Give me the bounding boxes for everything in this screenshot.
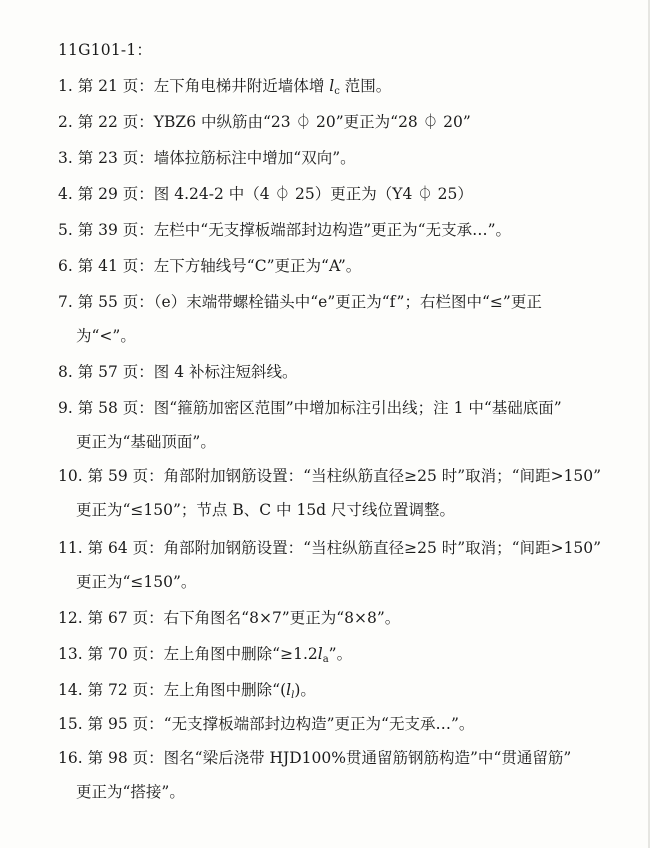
item-number: 11. [58, 539, 83, 557]
item-text: 第 21 页：左下角电梯井附近墙体增 [77, 77, 330, 95]
errata-item-10-continued [76, 500, 455, 520]
item-number: 2. [58, 113, 73, 131]
errata-item-15 [58, 714, 474, 734]
symbol-l: l [286, 681, 292, 699]
item-text-tail: )。 [294, 681, 316, 699]
errata-item-9 [58, 398, 562, 418]
item-text-tail: ”。 [328, 645, 353, 663]
errata-item-16 [58, 748, 571, 768]
item-text: 第 98 页：图名“梁后浇带 HJD100%贯通留筋钢筋构造”中“贯通留筋” [87, 749, 572, 767]
item-text: 第 58 页：图“箍筋加密区范围”中增加标注引出线；注 1 中“基础底面” [77, 399, 562, 417]
symbol-l: l [329, 77, 335, 95]
errata-item-5 [58, 220, 511, 240]
item-text: 第 59 页：角部附加钢筋设置：“当柱纵筋直径≥25 时”取消；“间距>150” [87, 467, 602, 485]
item-text: 更正为“基础顶面”。 [76, 433, 216, 451]
errata-item-11 [58, 538, 601, 558]
item-number: 1. [58, 77, 73, 95]
errata-item-7 [58, 292, 542, 312]
item-text-tail: 范围。 [339, 77, 392, 95]
subscript-l: l [291, 690, 295, 701]
item-text: 第 29 页：图 4.24-2 中（4 ⏀ 25）更正为（Y4 ⏀ 25） [77, 185, 473, 203]
errata-item-14 [58, 680, 316, 706]
item-number: 5. [58, 221, 73, 239]
item-number: 3. [58, 149, 73, 167]
item-number: 10. [58, 467, 83, 485]
item-number: 6. [58, 257, 73, 275]
item-number: 13. [58, 645, 83, 663]
subscript-c: c [334, 86, 340, 97]
item-text: 第 39 页：左栏中“无支撑板端部封边构造”更正为“无支承…”。 [77, 221, 512, 239]
item-text: 第 95 页：“无支撑板端部封边构造”更正为“无支承…”。 [87, 715, 475, 733]
item-text: 第 67 页：右下角图名“8×7”更正为“8×8”。 [87, 609, 401, 627]
errata-item-2 [58, 112, 471, 132]
item-text: 第 55 页：（e）末端带螺栓锚头中“e”更正为“f”；右栏图中“≤”更正 [77, 293, 542, 311]
errata-item-4 [58, 184, 473, 204]
errata-item-12 [58, 608, 400, 628]
item-number: 9. [58, 399, 73, 417]
symbol-l: l [317, 645, 323, 663]
document-title: 11G101-1： [58, 41, 153, 59]
errata-item-13 [58, 644, 352, 670]
errata-item-6 [58, 256, 361, 276]
errata-item-3 [58, 148, 356, 168]
errata-item-1 [58, 76, 391, 102]
item-text: 第 41 页：左下方轴线号“C”更正为“A”。 [77, 257, 362, 275]
subscript-a: a [322, 654, 329, 665]
item-number: 12. [58, 609, 83, 627]
item-text: 第 70 页：左上角图中删除“≥1.2 [87, 645, 318, 663]
item-text: 更正为“≤150”。 [76, 573, 197, 591]
item-text: 更正为“≤150”；节点 B、C 中 15d 尺寸线位置调整。 [76, 501, 456, 519]
item-number: 7. [58, 293, 73, 311]
errata-item-7-continued [76, 326, 136, 346]
item-number: 8. [58, 363, 73, 381]
item-text: 为“<”。 [76, 327, 136, 345]
item-text: 第 23 页：墙体拉筋标注中增加“双向”。 [77, 149, 356, 167]
item-text: 第 57 页：图 4 补标注短斜线。 [77, 363, 298, 381]
item-text: 第 22 页：YBZ6 中纵筋由“23 ⏀ 20”更正为“28 ⏀ 20” [77, 113, 471, 131]
item-number: 15. [58, 715, 83, 733]
item-text: 第 72 页：左上角图中删除“( [87, 681, 287, 699]
errata-item-10 [58, 466, 601, 486]
errata-item-11-continued [76, 572, 196, 592]
item-number: 14. [58, 681, 83, 699]
item-number: 16. [58, 749, 83, 767]
item-number: 4. [58, 185, 73, 203]
errata-item-16-continued [76, 782, 185, 802]
item-text: 第 64 页：角部附加钢筋设置：“当柱纵筋直径≥25 时”取消；“间距>150” [87, 539, 602, 557]
errata-item-8 [58, 362, 298, 382]
item-text: 更正为“搭接”。 [76, 783, 185, 801]
errata-item-9-continued [76, 432, 216, 452]
